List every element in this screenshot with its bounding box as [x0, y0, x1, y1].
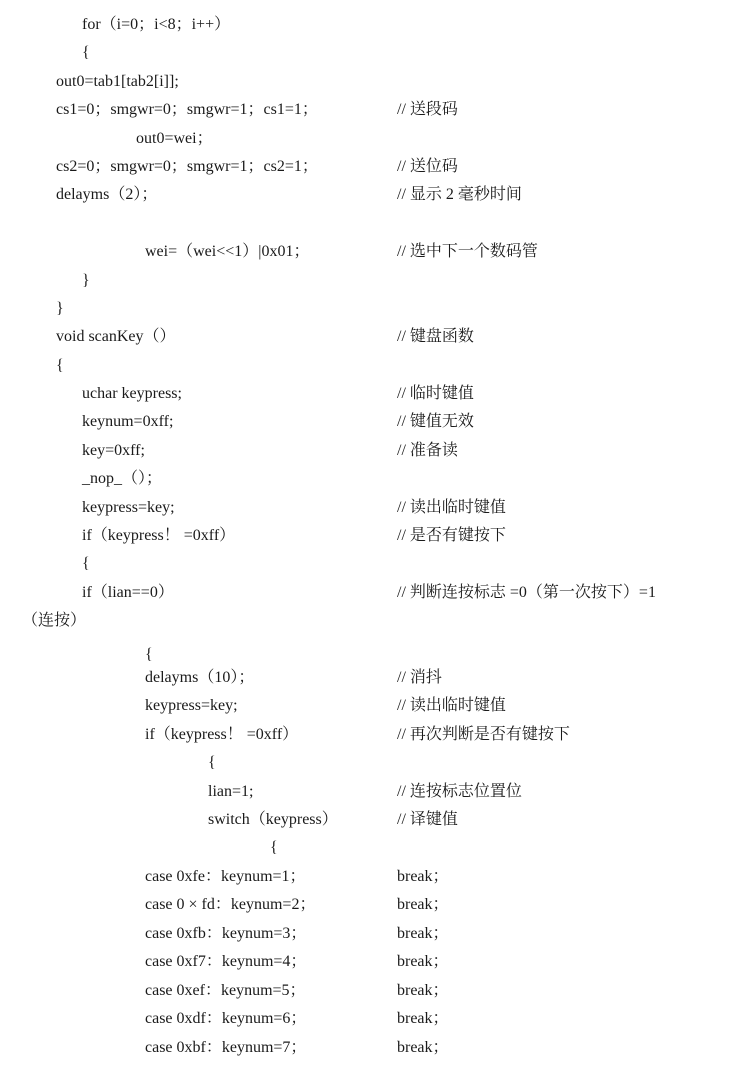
code-comment: // 送段码: [397, 101, 458, 118]
code-text: keypress=key;: [145, 697, 238, 714]
code-text: out0=tab1[tab2[i]];: [56, 73, 179, 90]
code-comment: // 再次判断是否有键按下: [397, 726, 570, 743]
code-comment: // 显示 2 毫秒时间: [397, 186, 522, 203]
code-comment: // 消抖: [397, 669, 442, 686]
code-text: （连按）: [22, 612, 87, 629]
code-text: case 0xfe：keynum=1；: [145, 868, 306, 885]
code-text: delayms（2）；: [56, 186, 158, 203]
code-text: wei=（wei<<1）|0x01；: [145, 243, 310, 260]
code-comment: // 选中下一个数码管: [397, 243, 538, 260]
code-text: cs2=0；smgwr=0；smgwr=1；cs2=1；: [56, 158, 318, 175]
code-comment: break；: [397, 982, 449, 999]
code-text: key=0xff;: [82, 442, 145, 459]
code-text: keynum=0xff;: [82, 413, 174, 430]
code-comment: // 送位码: [397, 158, 458, 175]
code-comment: // 连按标志位置位: [397, 783, 522, 800]
code-comment: // 是否有键按下: [397, 527, 506, 544]
code-text: uchar keypress;: [82, 385, 182, 402]
code-text: }: [56, 300, 64, 317]
code-text: {: [82, 555, 90, 572]
code-text: delayms（10）；: [145, 669, 255, 686]
code-text: _nop_（）；: [82, 470, 163, 487]
code-text: if（lian==0）: [82, 584, 174, 601]
code-text: void scanKey（）: [56, 328, 176, 345]
code-comment: // 读出临时键值: [397, 697, 506, 714]
code-text: if（keypress！ =0xff）: [82, 527, 236, 544]
code-comment: // 键盘函数: [397, 328, 474, 345]
code-text: {: [82, 44, 90, 61]
code-text: lian=1;: [208, 783, 254, 800]
code-comment: // 临时键值: [397, 385, 474, 402]
code-text: case 0xbf：keynum=7；: [145, 1039, 307, 1056]
code-text: keypress=key;: [82, 499, 175, 516]
code-text: case 0 × fd：keynum=2；: [145, 896, 316, 913]
code-text: {: [145, 646, 153, 663]
code-comment: break；: [397, 953, 449, 970]
code-comment: break；: [397, 1039, 449, 1056]
code-comment: break；: [397, 868, 449, 885]
code-comment: // 准备读: [397, 442, 458, 459]
code-comment: // 键值无效: [397, 413, 474, 430]
code-text: {: [56, 357, 64, 374]
code-text: case 0xfb：keynum=3；: [145, 925, 307, 942]
code-comment: break；: [397, 925, 449, 942]
code-text: out0=wei；: [136, 130, 213, 147]
code-text: case 0xef：keynum=5；: [145, 982, 306, 999]
code-text: }: [82, 272, 90, 289]
code-comment: break；: [397, 896, 449, 913]
code-comment: // 译键值: [397, 811, 458, 828]
code-text: {: [270, 839, 278, 856]
code-comment: // 判断连按标志 =0（第一次按下）=1: [397, 584, 656, 601]
code-text: for（i=0；i<8；i++）: [82, 16, 231, 33]
code-text: {: [208, 754, 216, 771]
code-text: switch（keypress）: [208, 811, 338, 828]
code-text: case 0xf7：keynum=4；: [145, 953, 307, 970]
code-text: cs1=0；smgwr=0；smgwr=1；cs1=1；: [56, 101, 318, 118]
code-comment: // 读出临时键值: [397, 499, 506, 516]
code-comment: break；: [397, 1010, 449, 1027]
code-text: if（keypress！ =0xff）: [145, 726, 299, 743]
code-text: case 0xdf：keynum=6；: [145, 1010, 307, 1027]
